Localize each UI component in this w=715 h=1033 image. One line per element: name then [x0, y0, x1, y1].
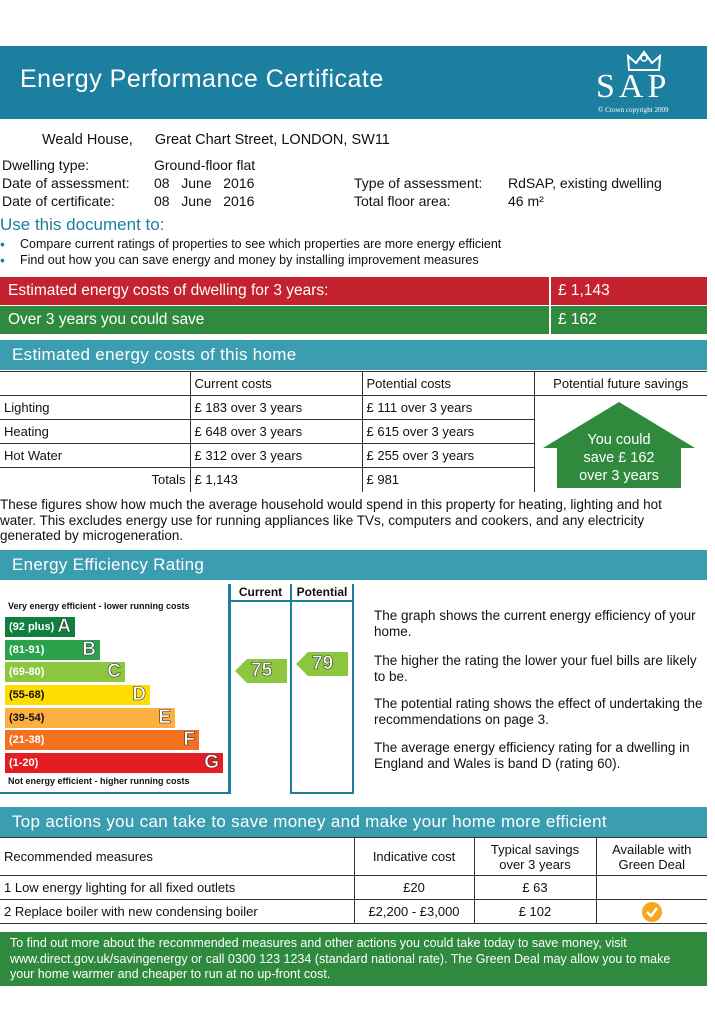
list-item: • Compare current ratings of properties to see which properties are more energy efficient [0, 237, 501, 253]
rating-text-4: The average energy efficiency rating for a dwelling in England and Wales is band D (rating 60). [374, 740, 690, 771]
property-address [42, 132, 408, 148]
totals-potential: £ 981 [362, 468, 534, 492]
assessment-date-value: 08 June 2016 [154, 175, 255, 191]
actions-table [0, 837, 707, 924]
check-icon [642, 902, 662, 922]
savings-bar [0, 306, 707, 334]
col-current-costs: Current costs [190, 372, 362, 396]
band-c: (69-80) C [5, 662, 125, 682]
rating-text-2: The higher the rating the lower your fuel bills are likely to be. [374, 653, 697, 684]
list-item: • Find out how you can save energy and money by installing improvement measures [0, 253, 501, 269]
table-row: Hot Water £ 312 over 3 years £ 255 over 3 years [0, 444, 707, 468]
costs-section-heading: Estimated energy costs of this home [0, 340, 707, 370]
rating-text-1: The graph shows the current energy efficiency of your home. [374, 608, 696, 639]
floor-area-value: 46 m² [508, 193, 544, 209]
use-document-list [0, 237, 501, 269]
dwelling-type-value: Ground-floor flat [154, 157, 256, 173]
rating-section-heading: Energy Efficiency Rating [0, 550, 707, 580]
certificate-date-value: 08 June 2016 [154, 193, 255, 209]
sap-logo [592, 50, 702, 116]
assessment-type-value: RdSAP, existing dwelling [508, 175, 662, 191]
table-row: 1 Low energy lighting for all fixed outlets £20 £ 63 [0, 876, 707, 900]
col-typical-savings: Typical savings over 3 years [474, 838, 596, 876]
table-row: Heating £ 648 over 3 years £ 615 over 3 years [0, 420, 707, 444]
col-indicative-cost: Indicative cost [354, 838, 474, 876]
assessment-type-label: Type of assessment: [354, 175, 483, 191]
rating-graph [0, 584, 354, 794]
very-efficient-tag: Very energy efficient - lower running costs [8, 601, 190, 611]
savings-value: £ 162 [558, 311, 597, 328]
costs-note: These figures show how much the average household would spend in this property for heating, lighting and hot water. This excludes energy use for running appliances like TVs, computers and cookers, and any electricity generated by microgeneration. [0, 497, 662, 543]
potential-rating-value: 79 [312, 653, 334, 674]
header-banner [0, 46, 707, 119]
crown-copyright: © Crown copyright 2009 [598, 106, 669, 114]
band-b: (81-91) B [5, 640, 100, 660]
dwelling-type-label: Dwelling type: [2, 157, 90, 173]
use-document-heading: Use this document to: [0, 215, 165, 234]
footer-info: To find out more about the recommended measures and other actions you could take today to save money, visit www.direct.gov.uk/savingenergy or call 0300 123 1234 (standard national rate). The Green Deal may allow you to make your home warmer and cheaper to run at no up-front cost. [0, 932, 707, 986]
savings-label: Over 3 years you could save [8, 311, 205, 328]
assessment-date-label: Date of assessment: [2, 175, 130, 191]
band-e: (39-54) E [5, 708, 175, 728]
estimated-cost-bar [0, 277, 707, 305]
estimated-cost-label: Estimated energy costs of dwelling for 3 years: [8, 282, 329, 299]
house-savings-text: You could save £ 162 over 3 years [579, 432, 659, 484]
sap-logo-text: SAP [596, 68, 671, 105]
band-a: (92 plus) A [5, 617, 75, 637]
page-title: Energy Performance Certificate [20, 65, 384, 93]
totals-current: £ 1,143 [190, 468, 362, 492]
table-row: 2 Replace boiler with new condensing boiler £2,200 - £3,000 £ 102 [0, 900, 707, 924]
estimated-cost-value: £ 1,143 [558, 282, 610, 299]
col-future-savings: Potential future savings [534, 372, 707, 396]
table-header-row [0, 372, 707, 396]
band-d: (55-68) D [5, 685, 150, 705]
totals-label: Totals [0, 468, 190, 492]
address-line-2: Great Chart Street, LONDON, SW11 [154, 132, 390, 148]
col-recommended-measures: Recommended measures [0, 838, 354, 876]
rating-col-potential: Potential [292, 584, 352, 602]
col-potential-costs: Potential costs [362, 372, 534, 396]
rating-col-current: Current [231, 584, 290, 602]
not-efficient-tag: Not energy efficient - higher running costs [8, 776, 190, 786]
col-green-deal: Available with Green Deal [596, 838, 707, 876]
band-f: (21-38) F [5, 730, 199, 750]
current-rating-value: 75 [251, 660, 273, 681]
table-row: Lighting £ 183 over 3 years £ 111 over 3 years [0, 396, 707, 420]
floor-area-label: Total floor area: [354, 193, 451, 209]
actions-section-heading: Top actions you can take to save money and make your home more efficient [0, 807, 707, 837]
table-header-row [0, 838, 707, 876]
certificate-date-label: Date of certificate: [2, 193, 115, 209]
band-g: (1-20) G [5, 753, 223, 773]
rating-text-3: The potential rating shows the effect of undertaking the recommendations on page 3. [374, 696, 703, 727]
address-line-1: Weald House, [42, 132, 133, 148]
